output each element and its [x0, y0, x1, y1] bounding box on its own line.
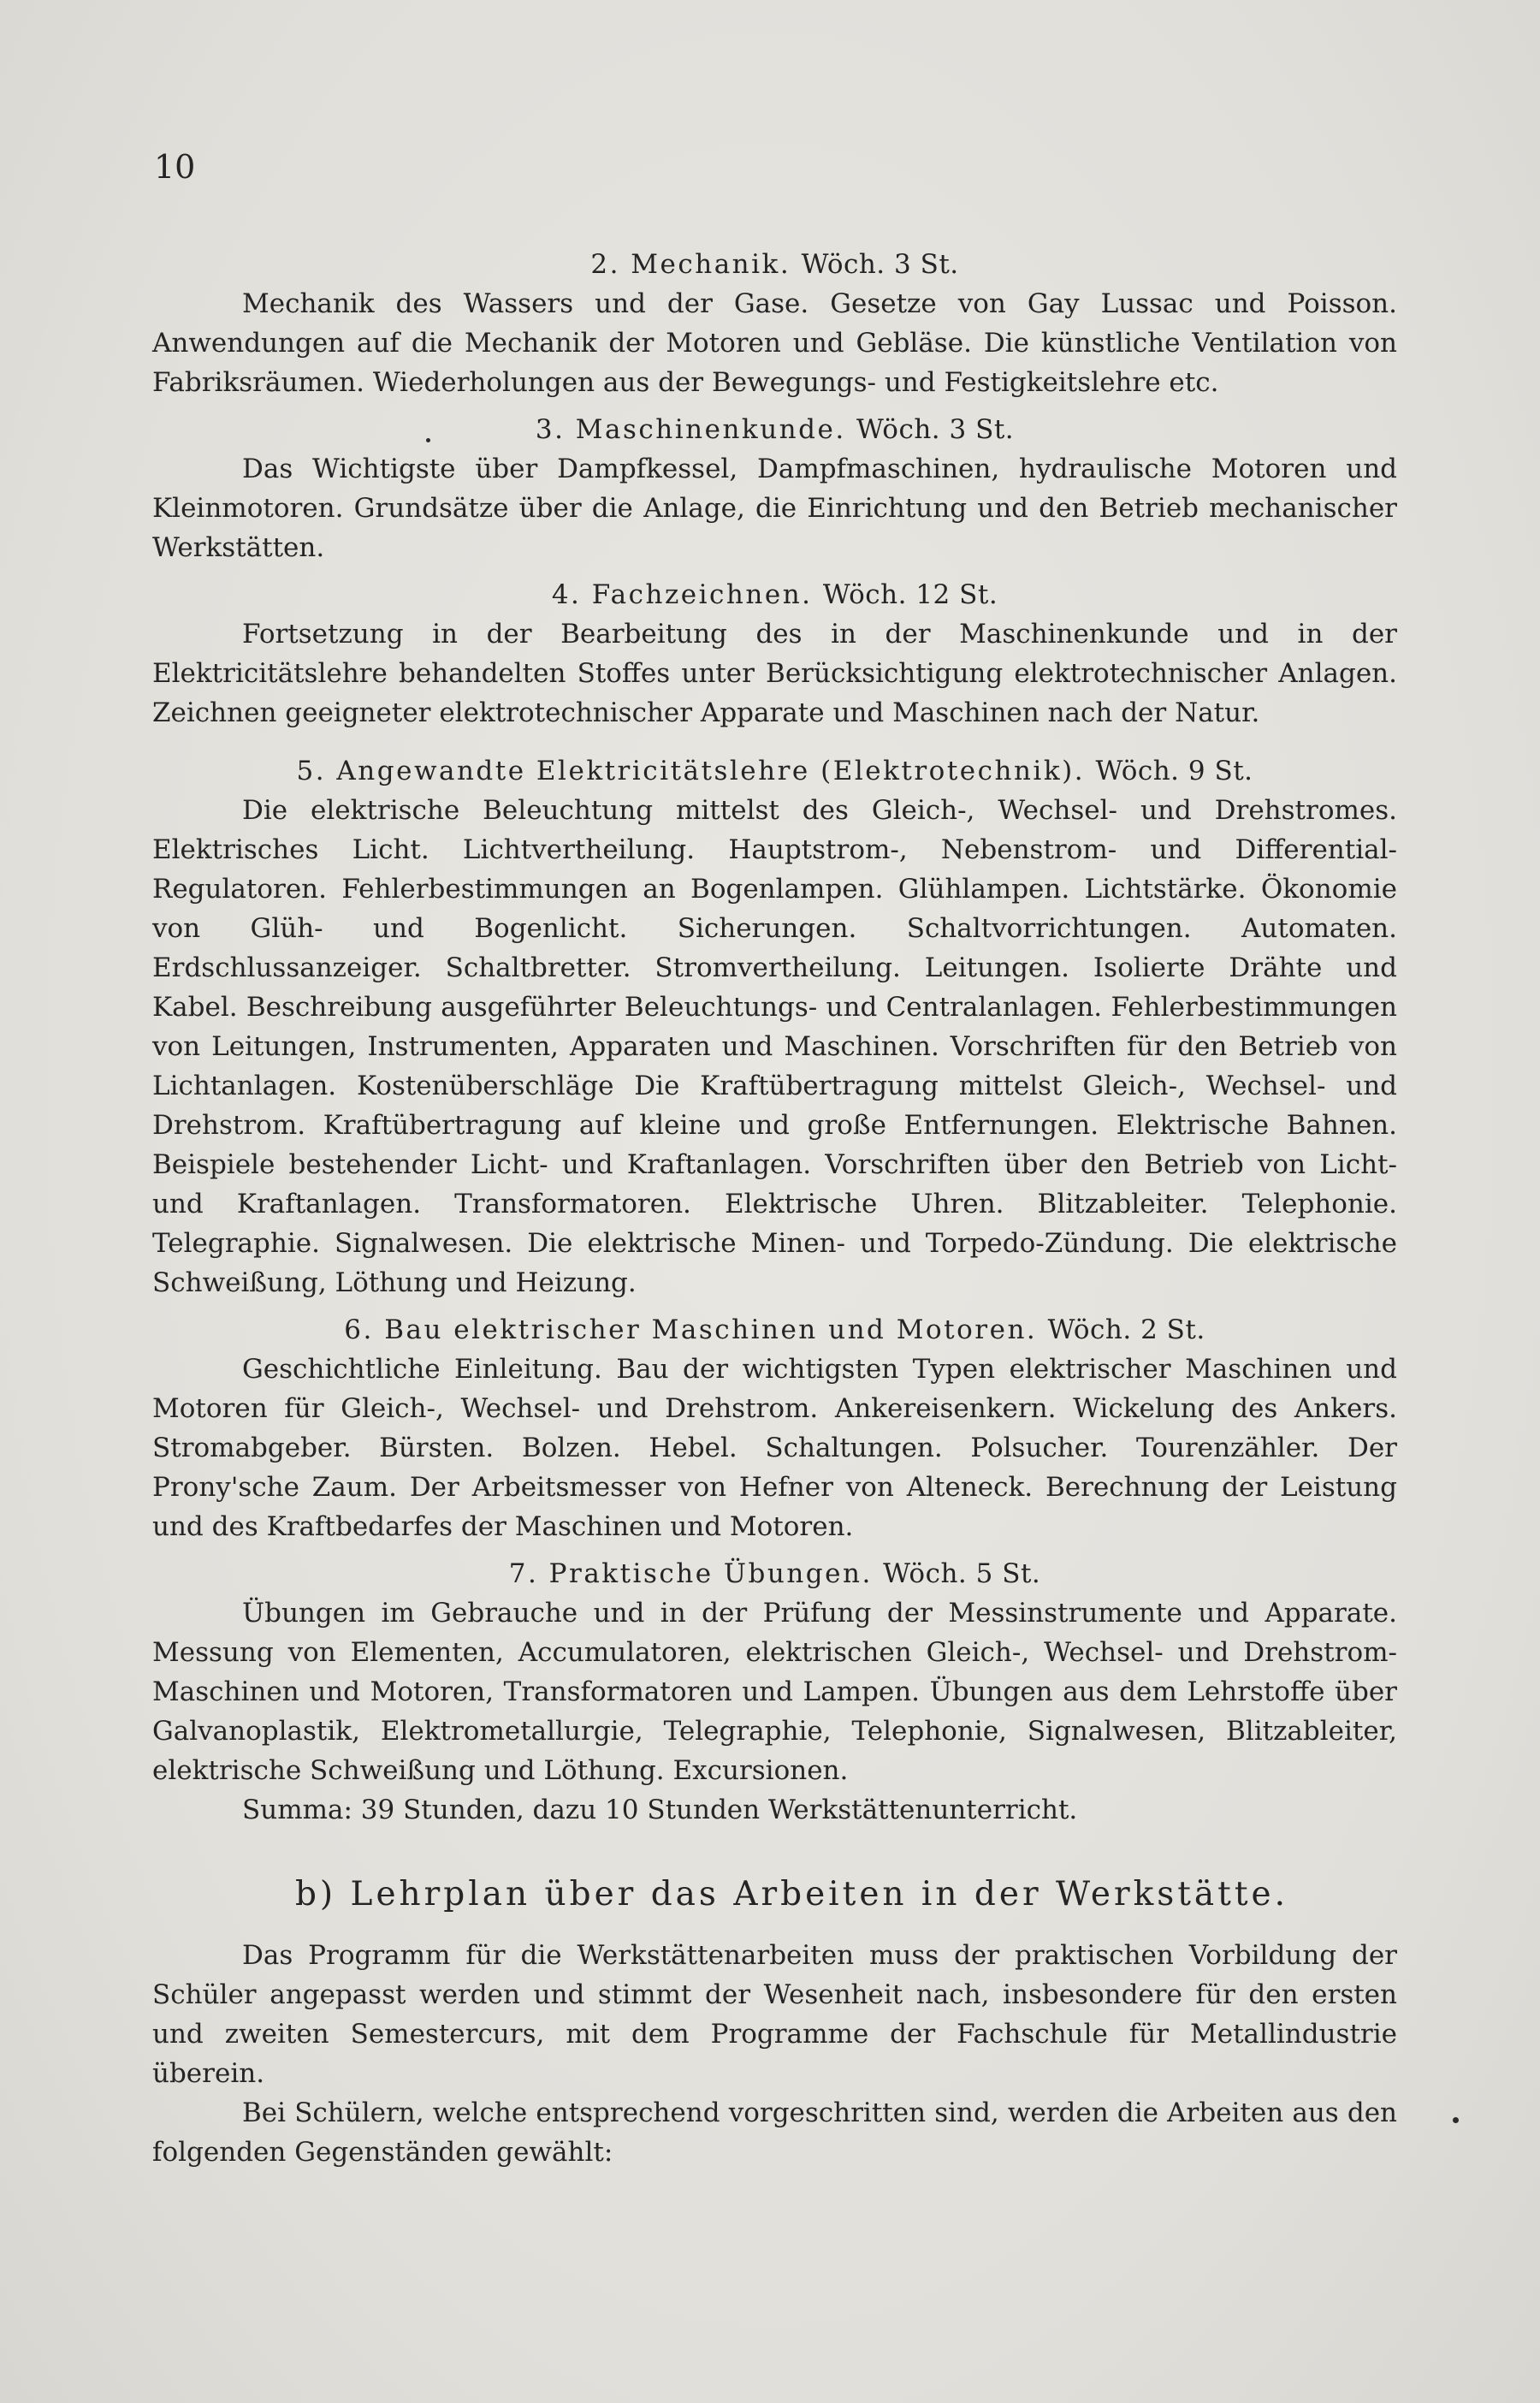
scan-speck [426, 438, 430, 442]
page-body [152, 245, 1397, 2172]
section-heading [152, 575, 1397, 614]
section-heading [152, 751, 1397, 791]
section-mechanik [152, 245, 1397, 402]
section-heading [152, 1310, 1397, 1350]
part-b-heading: b) Lehrplan über das Arbeiten in der Werkstätte. [294, 1875, 1289, 1914]
section-paragraph: Mechanik des Wassers und der Gase. Gesetze von Gay Lussac und Poisson. Anwendungen auf die Mechanik der Motoren und Gebläse. Die künstliche Ventilation von Fabriksräumen. Wiederholungen aus der Bewegungs- und Festigkeitslehre etc. [152, 288, 1397, 398]
section-paragraph: Geschichtliche Einleitung. Bau der wichtigsten Typen elektrischer Maschinen und Motoren für Gleich-, Wechsel- und Drehstrom. Ankereisenkern. Wickelung des Ankers. Stromabgeber. Bürsten. Bolzen. Hebel. Schaltungen. Polsucher. Tourenzähler. Der Prony'sche Zaum. Der Arbeitsmesser von Hefner von Alteneck. Berechnung der Leistung und des Kraftbedarfes der Maschinen und Motoren. [152, 1354, 1397, 1542]
scan-speck [1453, 2117, 1459, 2123]
summary-line: Summa: 39 Stunden, dazu 10 Stunden Werkstättenunterricht. [242, 1795, 1078, 1825]
section-title: 7. Praktische Übungen. [508, 1558, 873, 1589]
section-title: 4. Fachzeichnen. [551, 579, 813, 610]
section-paragraph: Übungen im Gebrauche und in der Prüfung der Messinstrumente und Apparate. Messung von Elementen, Accumulatoren, elektrischen Gleich-, Wechsel- und Drehstrom-Maschinen und Motoren, Transformatoren und Lampen. Übungen aus dem Lehrstoffe über Galvanoplastik, Elektrometallurgie, Telegraphie, Telephonie, Signalwesen, Blitzableiter, elektrische Schweißung und Löthung. Excursionen. [152, 1598, 1397, 1786]
section-paragraph: Das Wichtigste über Dampfkessel, Dampfmaschinen, hydraulische Motoren und Kleinmotoren. Grundsätze über die Anlage, die Einrichtung und den Betrieb mechanischer Werkstätten. [152, 454, 1397, 563]
section-hours: Wöch. 12 St. [822, 579, 998, 610]
section-maschinenkunde [152, 410, 1397, 567]
section-title: 6. Bau elektrischer Maschinen und Motoren. [344, 1314, 1038, 1345]
section-paragraph: Die elektrische Beleuchtung mittelst des Gleich-, Wechsel- und Drehstromes. Elektrisches Licht. Lichtvertheilung. Hauptstrom-, Nebenstrom- und Differential-Regulatoren. Fehlerbestimmungen an Bogenlampen. Glühlampen. Lichtstärke. Ökonomie von Glüh- und Bogenlicht. Sicherungen. Schaltvorrichtungen. Automaten. Erdschlussanzeiger. Schaltbretter. Stromvertheilung. Leitungen. Isolierte Drähte und Kabel. Beschreibung ausgeführter Beleuchtungs- und Centralanlagen. Fehlerbestimmungen von Leitungen, Instrumenten, Apparaten und Maschinen. Vorschriften für den Betrieb von Lichtanlagen. Kostenüberschläge Die Kraftübertragung mittelst Gleich-, Wechsel- und Drehstrom. Kraftübertragung auf kleine und große Entfernungen. Elektrische Bahnen. Beispiele bestehender Licht- und Kraftanlagen. Vorschriften über den Betrieb von Licht- und Kraftanlagen. Transformatoren. Elektrische Uhren. Blitzableiter. Telephonie. Telegraphie. Signalwesen. Die elektrische Minen- und Torpedo-Zündung. Die elektrische Schweißung, Löthung und Heizung. [152, 795, 1397, 1298]
section-praktische-uebungen [152, 1554, 1397, 1830]
section-fachzeichnen [152, 575, 1397, 733]
section-maschinenbau [152, 1310, 1397, 1546]
section-hours: Wöch. 3 St. [856, 414, 1015, 445]
page-number: 10 [154, 148, 196, 186]
section-heading [152, 410, 1397, 449]
part-b-paragraph: Bei Schülern, welche entsprechend vorgeschritten sind, werden die Arbeiten aus den folgenden Gegenständen gewählt: [152, 2097, 1397, 2168]
section-hours: Wöch. 3 St. [801, 249, 959, 280]
section-title: 3. Maschinenkunde. [535, 414, 846, 445]
section-hours: Wöch. 9 St. [1095, 756, 1253, 786]
section-elektrotechnik [152, 751, 1397, 1302]
section-title: 2. Mechanik. [590, 249, 791, 280]
part-b-paragraph: Das Programm für die Werkstättenarbeiten muss der praktischen Vorbildung der Schüler angepasst werden und stimmt der Wesenheit nach, insbesondere für den ersten und zweiten Semestercurs, mit dem Programme der Fachschule für Metallindustrie überein. [152, 1940, 1397, 2089]
section-title: 5. Angewandte Elektricitätslehre (Elektrotechnik). [296, 756, 1086, 786]
part-b-body [152, 1936, 1397, 2172]
section-hours: Wöch. 5 St. [883, 1558, 1041, 1589]
section-paragraph: Fortsetzung in der Bearbeitung des in der Maschinenkunde und in der Elektricitätslehre behandelten Stoffes unter Berücksichtigung elektrotechnischer Anlagen. Zeichnen geeigneter elektrotechnischer Apparate und Maschinen nach der Natur. [152, 619, 1397, 728]
section-heading [152, 245, 1397, 284]
section-heading [152, 1554, 1397, 1593]
section-hours: Wöch. 2 St. [1047, 1314, 1205, 1345]
